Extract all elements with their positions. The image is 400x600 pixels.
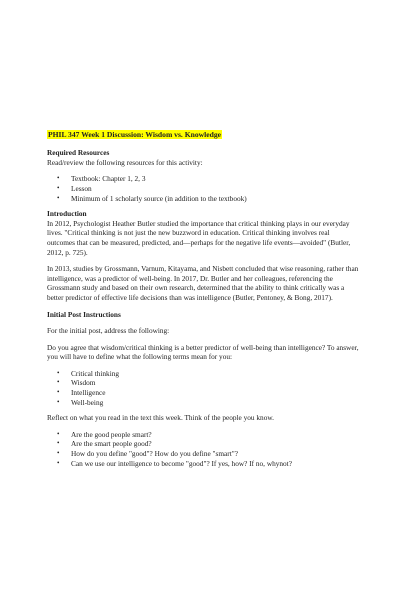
list-item: • Wisdom — [71, 378, 359, 388]
list-item: • Are the smart people good? — [71, 439, 359, 449]
document-title: PHIL 347 Week 1 Discussion: Wisdom vs. Knowledge — [48, 130, 221, 139]
list-item: • Textbook: Chapter 1, 2, 3 — [71, 174, 359, 184]
introduction-heading: Introduction — [47, 209, 87, 219]
list-item: • Can we use our intelligence to become "good"? If yes, how? If no, whynot? — [71, 459, 359, 469]
initial-post-question: Do you agree that wisdom/critical thinking is a better predictor of well-being than intelligence? To answer, you will have to define what the following terms mean for you: — [47, 342, 359, 362]
required-resources-intro: Read/review the following resources for this activity: — [47, 157, 203, 167]
document-page — [47, 130, 359, 474]
required-resources-list — [47, 174, 359, 203]
list-item: • Intelligence — [71, 388, 359, 398]
list-item: • Critical thinking — [71, 369, 359, 379]
list-item: • How do you define "good"? How do you define "smart"? — [71, 449, 359, 459]
list-item: • Minimum of 1 scholarly source (in addition to the textbook) — [71, 194, 359, 204]
initial-post-heading: Initial Post Instructions — [47, 309, 121, 319]
reflect-text: Reflect on what you read in the text this week. Think of the people you know. — [47, 413, 274, 423]
list-item: • Lesson — [71, 184, 359, 194]
introduction-paragraph-1: In 2012, Psychologist Heather Butler studied the importance that critical thinking plays in our everyday lives. "Critical thinking is not just the new buzzword in education. Critical thinking involves real outcomes that can be measured, predicted, and—perhaps for the negative life events—avoided" (Butler, 2012, p. 725). — [47, 218, 351, 257]
initial-post-intro: For the initial post, address the following: — [47, 326, 170, 336]
introduction-paragraph-2: In 2013, studies by Grossmann, Varnum, Kitayama, and Nisbett concluded that wise reasoning, rather than intelligence, was a predictor of well-being. In 2017, Dr. Butler and her colleagues, referencing the Grossmann study and based on their own research, determined that the ability to think critically was a better predictor of effective life decisions than was intelligence (Butler, Pentoney, & Bong, 2017). — [47, 264, 359, 302]
list-item: • Well-being — [71, 398, 359, 408]
required-resources-heading: Required Resources — [47, 148, 110, 158]
questions-list — [47, 430, 359, 468]
terms-list — [47, 369, 359, 407]
list-item: • Are the good people smart? — [71, 430, 359, 440]
